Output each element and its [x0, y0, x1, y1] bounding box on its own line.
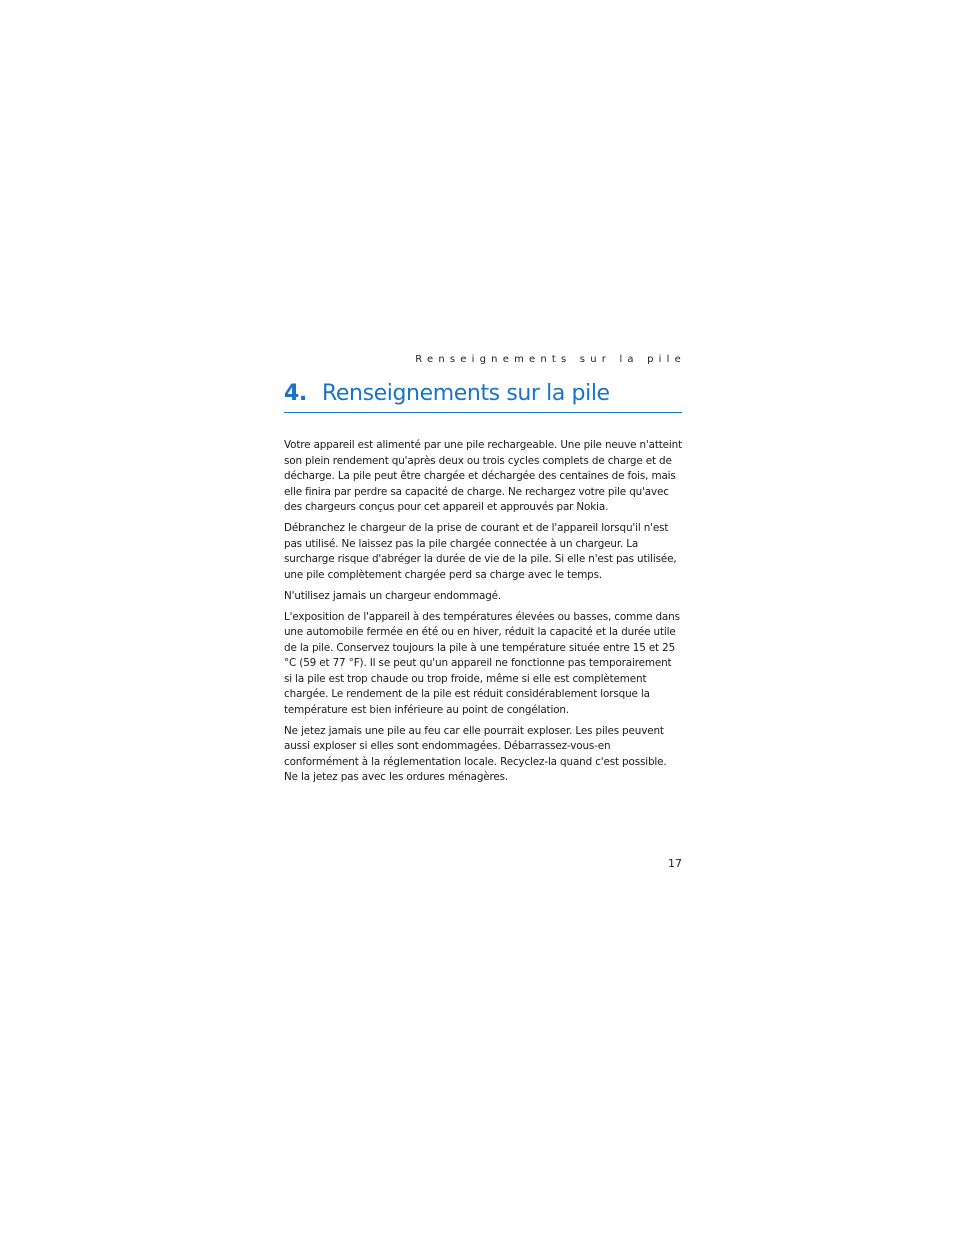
chapter-title-text: Renseignements sur la pile: [322, 381, 610, 406]
paragraph-damaged-charger: N'utilisez jamais un chargeur endommagé.: [284, 589, 502, 602]
body-text: [284, 438, 682, 786]
paragraph-disposal: Ne jetez jamais une pile au feu car elle pourrait exploser. Les piles peuvent aussi exploser si elles sont endommagées. Débarrassez-vous-en conformément à la réglementation locale. Recyclez-la quand c'est possible. Ne la jetez pas avec les ordures ménagères.: [284, 724, 667, 783]
paragraph-temperature: L'exposition de l'appareil à des températures élevées ou basses, comme dans une automobile fermée en été ou en hiver, réduit la capacité et la durée utile de la pile. Conservez toujours la pile à une température située entre 15 et 25 °C (59 et 77 °F). Il se peut qu'un appareil ne fonctionne pas temporairement si la pile est trop chaude ou trop froide, même si elle est complètement chargée. Le rendement de la pile est réduit considérablement lorsque la température est bien inférieure au point de congélation.: [284, 610, 680, 716]
chapter-number: 4.: [284, 381, 307, 406]
chapter-title: [284, 380, 682, 413]
page-number: 17: [668, 857, 682, 870]
page-content: [284, 352, 686, 791]
paragraph-charger-unplug: Débranchez le chargeur de la prise de courant et de l'appareil lorsqu'il n'est pas utilisé. Ne laissez pas la pile chargée connectée à un chargeur. La surcharge risque d'abréger la durée de vie de la pile. Si elle n'est pas utilisée, une pile complètement chargée perd sa charge avec le temps.: [284, 522, 677, 581]
paragraph-battery-intro: Votre appareil est alimenté par une pile rechargeable. Une pile neuve n'atteint son plein rendement qu'après deux ou trois cycles complets de charge et de décharge. La pile peut être chargée et déchargée des centaines de fois, mais elle finira par perdre sa capacité de charge. Ne rechargez votre pile qu'avec des chargeurs conçus pour cet appareil et approuvés par Nokia.: [284, 439, 683, 513]
running-header: Renseignements sur la pile: [415, 354, 686, 365]
